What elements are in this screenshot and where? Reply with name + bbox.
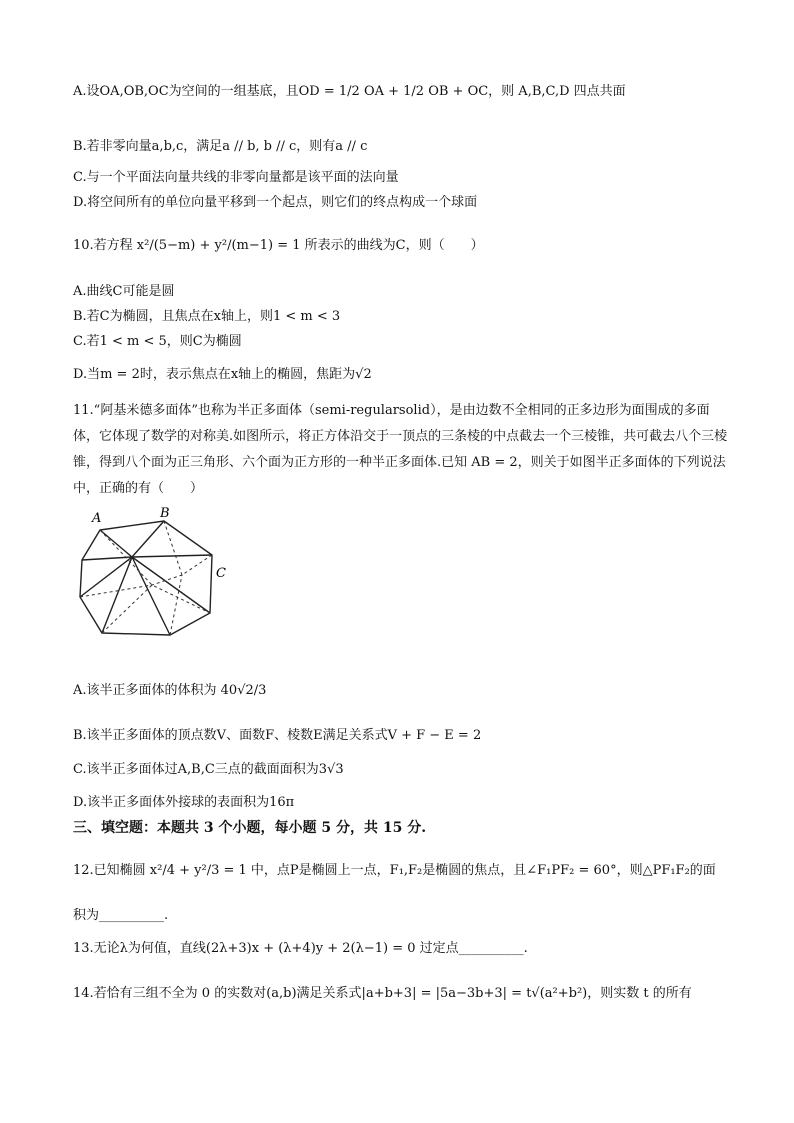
vertex-label-b: B (160, 506, 170, 521)
option-11b: B.该半正多面体的顶点数V、面数F、棱数E满足关系式V + F − E = 2 (73, 728, 482, 743)
option-9b: B.若非零向量a,b,c，满足a // b, b // c，则有a // c (73, 139, 368, 154)
vertex-label-a: A (92, 511, 102, 526)
question-12-cont: 积为__________. (73, 908, 169, 923)
option-10b: B.若C为椭圆，且焦点在x轴上，则1 < m < 3 (73, 309, 341, 324)
option-11c: C.该半正多面体过A,B,C三点的截面面积为3√3 (73, 762, 344, 777)
polyhedron-figure (72, 505, 242, 650)
section-heading: 三、填空题：本题共 3 个小题，每小题 5 分，共 15 分. (73, 820, 427, 836)
option-11d: D.该半正多面体外接球的表面积为16π (73, 795, 295, 810)
option-10c: C.若1 < m < 5，则C为椭圆 (73, 334, 242, 349)
question-14: 14.若恰有三组不全为 0 的实数对(a,b)满足关系式|a+b+3| = |5a−3b+3| = t√(a²+b²)，则实数 t 的所有 (73, 986, 692, 1001)
question-10-stem: 10.若方程 x²/(5−m) + y²/(m−1) = 1 所表示的曲线为C，则（ ） (73, 238, 484, 253)
question-12-stem: 12.已知椭圆 x²/4 + y²/3 = 1 中，点P是椭圆上一点，F₁,F₂是椭圆的焦点，且∠F₁PF₂ = 60°，则△PF₁F₂的面 (73, 863, 716, 878)
option-10d: D.当m = 2时，表示焦点在x轴上的椭圆，焦距为√2 (73, 367, 372, 382)
option-10a: A.曲线C可能是圆 (73, 284, 175, 299)
option-9a: A.设OA,OB,OC为空间的一组基底，且OD = 1/2 OA + 1/2 OB + OC，则 A,B,C,D 四点共面 (73, 84, 626, 99)
question-13: 13.无论λ为何值，直线(2λ+3)x + (λ+4)y + 2(λ−1) = 0 过定点__________. (73, 941, 528, 956)
vertex-label-c: C (216, 566, 226, 581)
option-9c: C.与一个平面法向量共线的非零向量都是该平面的法向量 (73, 170, 399, 185)
option-9d: D.将空间所有的单位向量平移到一个起点，则它们的终点构成一个球面 (73, 195, 478, 210)
option-11a: A.该半正多面体的体积为 40√2/3 (73, 683, 267, 698)
question-11-stem: 11.“阿基米德多面体”也称为半正多面体（semi-regularsolid），是由边数不全相同的正多边形为面围成的多面体，它体现了数学的对称美.如图所示，将正方体沿交于一顶点的三条棱的中点截去一个三棱锥，共可截去八个三棱锥，得到八个面为正三角形、六个面为正方形的一种半正多面体.已知 AB = 2，则关于如图半正多面体的下列说法中，正确的有（ ） (73, 403, 728, 496)
